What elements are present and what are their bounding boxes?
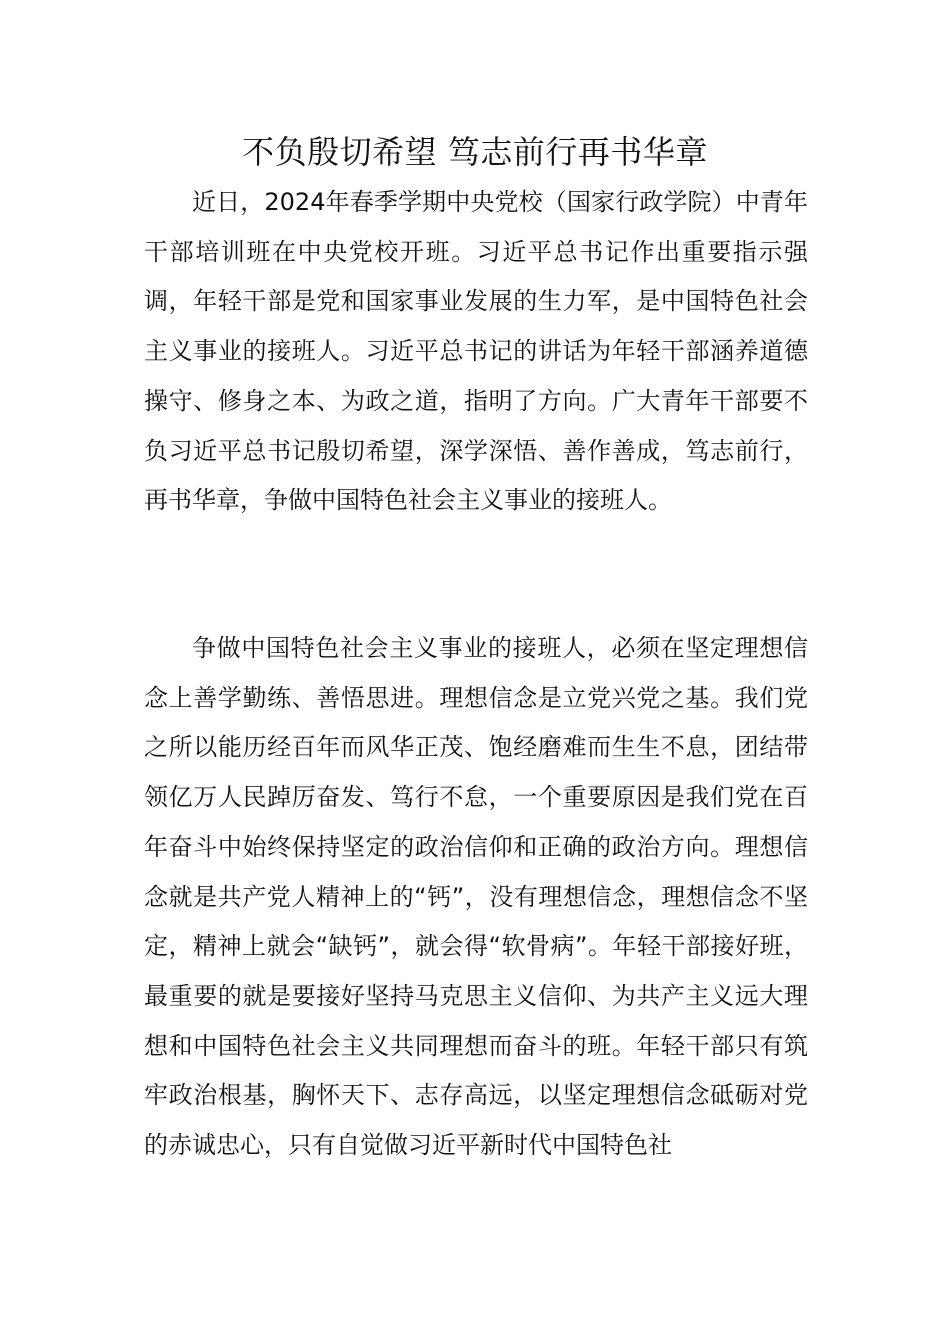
paragraph-ideals: 争做中国特色社会主义事业的接班人，必须在坚定理想信念上善学勤练、善悟思进。理想信念是立党兴党之基。我们党之所以能历经百年而风华正茂、饱经磨难而生生不息，团结带领亿万人民踔厉奋发、笃行不怠，一个重要原因是我们党在百年奋斗中始终保持坚定的政治信仰和正确的政治方向。理想信念就是共产党人精神上的“钙”，没有理想信念，理想信念不坚定，精神上就会“缺钙”，就会得“软骨病”。年轻干部接好班，最重要的就是要接好坚持马克思主义信仰、为共产主义远大理想和中国特色社会主义共同理想而奋斗的班。年轻干部只有筑牢政治根基，胸怀天下、志存高远，以坚定理想信念砥砺对党的赤诚忠心，只有自觉做习近平新时代中国特色社 — [144, 634, 808, 1160]
paragraph-intro: 近日，2024年春季学期中央党校（国家行政学院）中青年干部培训班在中央党校开班。习近平总书记作出重要指示强调，年轻干部是党和国家事业发展的生力军，是中国特色社会主义事业的接班人。习近平总书记的讲话为年轻干部涵养道德操守、修身之本、为政之道，指明了方向。广大青年干部要不负习近平总书记殷切希望，深学深悟、善作善成，笃志前行，再书华章，争做中国特色社会主义事业的接班人。 — [144, 188, 808, 515]
document-title: 不负殷切希望 笃志前行再书华章 — [242, 133, 708, 171]
